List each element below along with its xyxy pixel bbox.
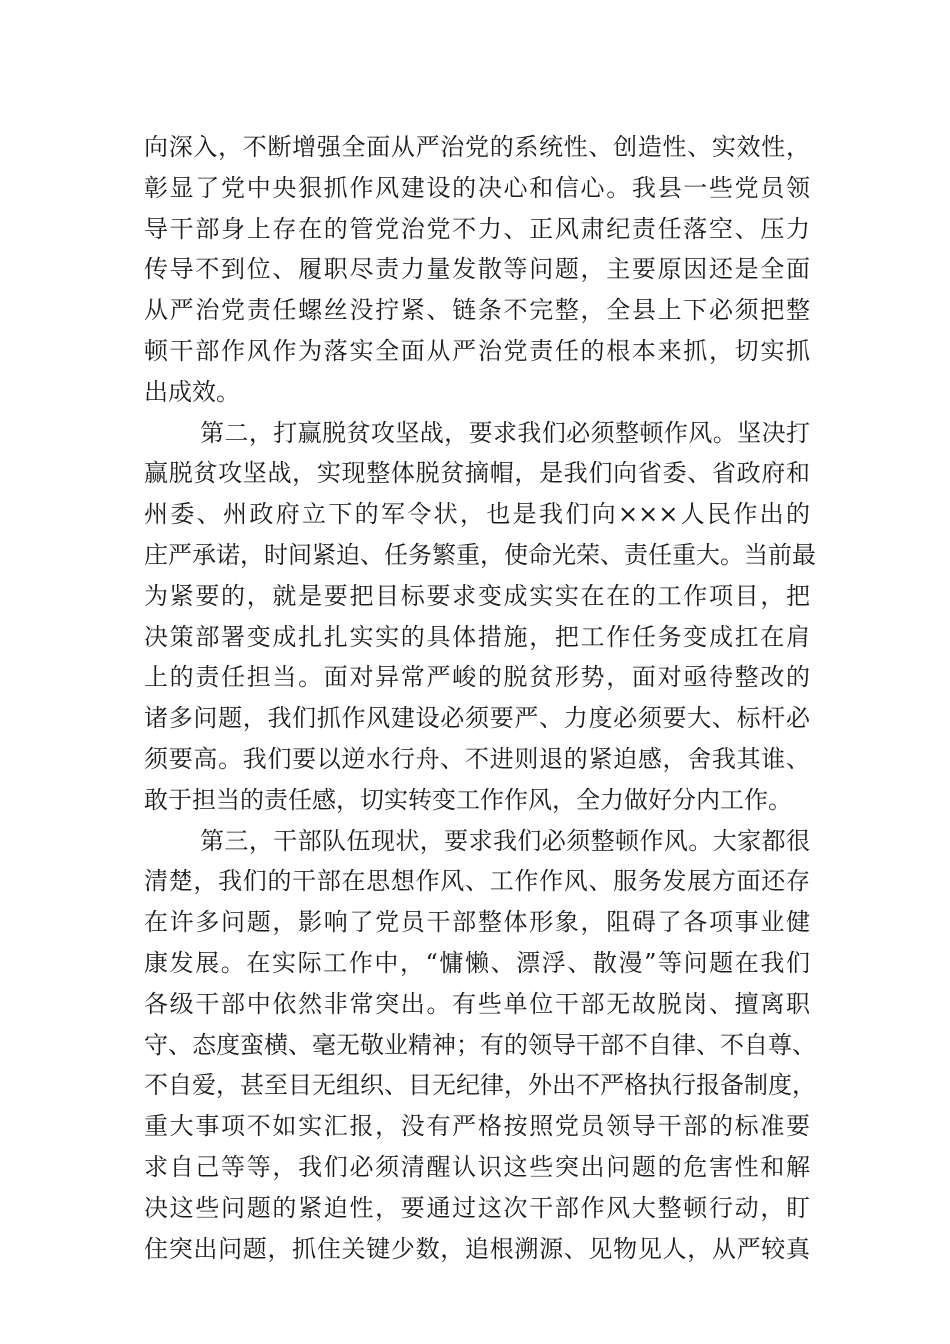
text-line: 决这些问题的紧迫性，要通过这次干部作风大整顿行动，盯 <box>144 1193 810 1222</box>
text-line: 向深入，不断增强全面从严治党的系统性、创造性、实效性， <box>144 133 810 161</box>
text-line: 诸多问题，我们抓作风建设必须要严、力度必须要大、标杆必 <box>144 704 810 733</box>
text-line: 庄严承诺，时间紧迫、任务繁重，使命光荣、责任重大。当前最 <box>144 540 816 569</box>
text-line: 守、态度蛮横、毫无敬业精神；有的领导干部不自律、不自尊、 <box>144 1030 816 1059</box>
text-line <box>144 1269 810 1310</box>
text-line: 不自爱，甚至目无组织、目无纪律，外出不严格执行报备制度， <box>144 1071 816 1100</box>
text-line: 为紧要的，就是要把目标要求变成实实在在的工作项目，把 <box>144 581 810 610</box>
text-line: 彰显了党中央狠抓作风建设的决心和信心。我县一些党员领 <box>144 173 810 202</box>
text-line: 在许多问题，影响了党员干部整体形象，阻碍了各项事业健 <box>144 908 810 937</box>
paragraph-heading-line: 第三，干部队伍现状，要求我们必须整顿作风。大家都很 <box>200 826 810 855</box>
text-line: 赢脱贫攻坚战，实现整体脱贫摘帽，是我们向省委、省政府和 <box>144 459 810 488</box>
text-line: 传导不到位、履职尽责力量发散等问题，主要原因还是全面 <box>144 255 810 284</box>
body-text <box>144 127 816 1310</box>
text-line: 各级干部中依然非常突出。有些单位干部无故脱岗、擅离职 <box>144 989 810 1018</box>
text-line: 上的责任担当。面对异常严峻的脱贫形势，面对亟待整改的 <box>144 663 810 692</box>
text-line: 从严治党责任螺丝没拧紧、链条不完整，全县上下必须把整 <box>144 296 810 325</box>
text-line: 清楚，我们的干部在思想作风、工作作风、服务发展方面还存 <box>144 867 810 896</box>
text-line: 决策部署变成扎扎实实的具体措施，把工作任务变成扛在肩 <box>144 622 810 651</box>
text-line: 康发展。在实际工作中，“慵懒、漂浮、散漫”等问题在我们 <box>144 948 810 977</box>
text-line: 敢于担当的责任感，切实转变工作作风，全力做好分内工作。 <box>144 785 792 814</box>
text-line: 出成效。 <box>144 377 240 406</box>
text-line: 州委、州政府立下的军令状，也是我们向×××人民作出的 <box>144 500 810 529</box>
text-line: 重大事项不如实汇报，没有严格按照党员领导干部的标准要 <box>144 1112 810 1141</box>
text-line: 求自己等等，我们必须清醒认识这些突出问题的危害性和解 <box>144 1152 810 1181</box>
text-line: 须要高。我们要以逆水行舟、不进则退的紧迫感，舍我其谁、 <box>144 744 810 773</box>
text-line: 顿干部作风作为落实全面从严治党责任的根本来抓，切实抓 <box>144 336 810 365</box>
text-line: 导干部身上存在的管党治党不力、正风肃纪责任落空、压力 <box>144 214 810 243</box>
paragraph-heading-line: 第二，打赢脱贫攻坚战，要求我们必须整顿作风。坚决打 <box>200 418 810 447</box>
text-line: 住突出问题，抓住关键少数，追根溯源、见物见人，从严较真 <box>144 1234 810 1263</box>
